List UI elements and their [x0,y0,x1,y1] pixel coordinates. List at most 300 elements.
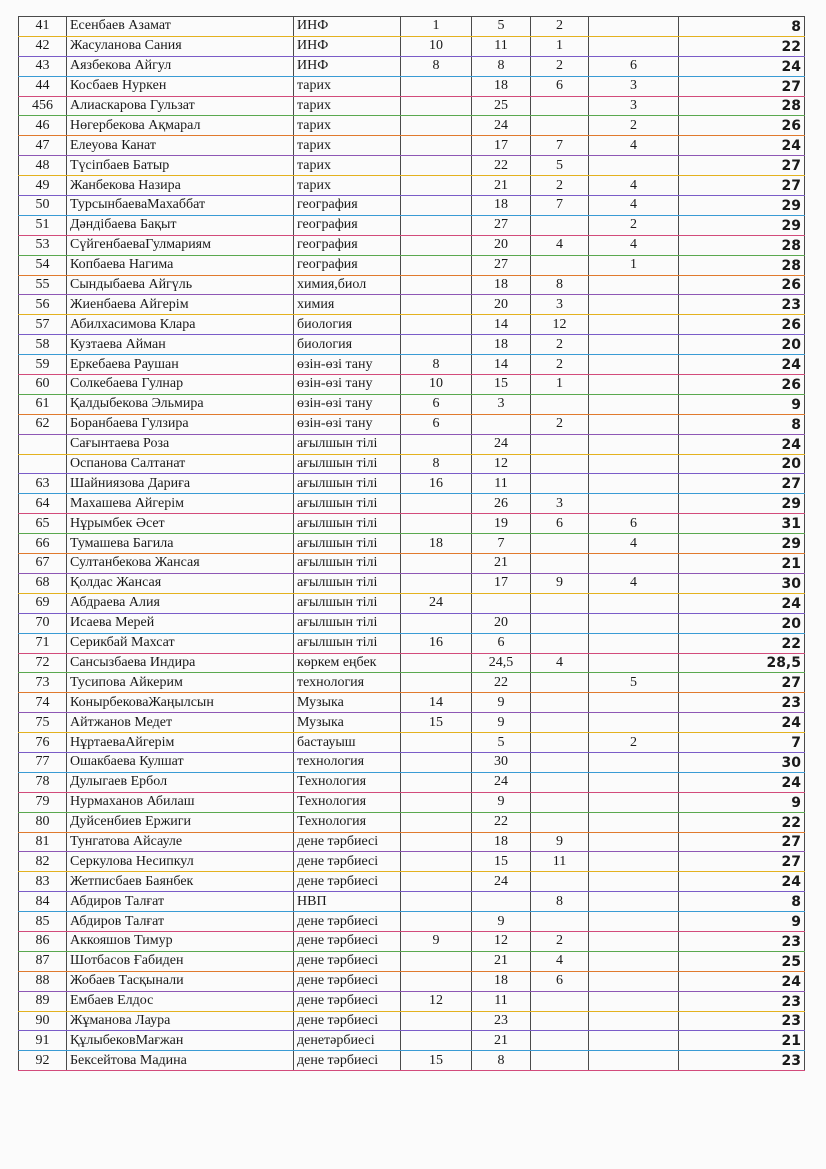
hours-col-3-cell [531,613,589,633]
total-hours-cell: 22 [679,812,805,832]
hours-col-2-cell: 6 [472,633,531,653]
hours-col-1-cell [401,812,472,832]
subject-cell: дене тәрбиесі [294,951,401,971]
table-row [19,733,805,753]
hours-col-2-cell: 23 [472,1011,531,1031]
hours-col-4-cell: 2 [589,116,679,136]
hours-col-2-cell [472,414,531,434]
row-number-cell: 44 [19,76,67,96]
teacher-name-cell: Елеуова Канат [67,136,294,156]
hours-col-1-cell [401,136,472,156]
total-hours-cell: 29 [679,196,805,216]
total-hours-cell: 21 [679,554,805,574]
teacher-name-cell: Жобаев Тасқынали [67,971,294,991]
row-number-cell: 63 [19,474,67,494]
hours-col-2-cell: 15 [472,375,531,395]
table-row [19,912,805,932]
total-hours-cell: 28,5 [679,653,805,673]
total-hours-cell: 8 [679,414,805,434]
row-number-cell: 76 [19,733,67,753]
hours-col-3-cell: 1 [531,375,589,395]
row-number-cell: 87 [19,951,67,971]
teacher-name-cell: Боранбаева Гулзира [67,414,294,434]
hours-col-2-cell: 11 [472,36,531,56]
total-hours-cell: 24 [679,772,805,792]
hours-col-2-cell: 17 [472,136,531,156]
row-number-cell: 71 [19,633,67,653]
subject-cell: технология [294,673,401,693]
hours-col-4-cell [589,394,679,414]
row-number-cell: 82 [19,852,67,872]
hours-col-3-cell [531,812,589,832]
table-row [19,892,805,912]
table-row [19,832,805,852]
table-row [19,494,805,514]
hours-col-4-cell: 6 [589,514,679,534]
hours-col-1-cell [401,494,472,514]
hours-col-1-cell [401,673,472,693]
hours-col-4-cell [589,772,679,792]
row-number-cell: 66 [19,534,67,554]
hours-col-4-cell [589,335,679,355]
hours-col-2-cell: 21 [472,951,531,971]
total-hours-cell: 30 [679,573,805,593]
teacher-name-cell: ҚұлыбековМағжан [67,1031,294,1051]
table-row [19,375,805,395]
hours-col-1-cell [401,235,472,255]
total-hours-cell: 27 [679,474,805,494]
total-hours-cell: 9 [679,394,805,414]
total-hours-cell: 30 [679,752,805,772]
subject-cell: химия [294,295,401,315]
hours-col-1-cell [401,752,472,772]
total-hours-cell: 26 [679,375,805,395]
subject-cell: тарих [294,96,401,116]
hours-col-2-cell: 11 [472,991,531,1011]
hours-col-4-cell [589,494,679,514]
hours-col-4-cell [589,852,679,872]
hours-col-4-cell [589,375,679,395]
teacher-name-cell: Ошакбаева Кулшат [67,752,294,772]
subject-cell: тарих [294,136,401,156]
hours-col-3-cell [531,1031,589,1051]
hours-col-3-cell [531,534,589,554]
hours-col-4-cell: 4 [589,534,679,554]
table-row [19,872,805,892]
hours-col-1-cell [401,335,472,355]
table-row [19,792,805,812]
table-row [19,176,805,196]
hours-col-3-cell: 9 [531,573,589,593]
hours-col-4-cell [589,713,679,733]
hours-col-4-cell [589,156,679,176]
hours-col-3-cell [531,1051,589,1071]
hours-col-1-cell [401,772,472,792]
hours-col-3-cell: 2 [531,414,589,434]
hours-col-1-cell [401,792,472,812]
hours-col-2-cell: 18 [472,275,531,295]
hours-col-2-cell: 15 [472,852,531,872]
hours-col-1-cell [401,96,472,116]
hours-col-1-cell: 14 [401,693,472,713]
teacher-name-cell: Аккояшов Тимур [67,931,294,951]
hours-col-4-cell [589,872,679,892]
hours-col-4-cell: 4 [589,235,679,255]
teacher-name-cell: Дуйсенбиев Ержиги [67,812,294,832]
teacher-name-cell: Сансызбаева Индира [67,653,294,673]
hours-col-3-cell: 12 [531,315,589,335]
teacher-name-cell: Султанбекова Жансая [67,554,294,574]
total-hours-cell: 27 [679,156,805,176]
hours-col-4-cell [589,275,679,295]
teacher-hours-table [18,16,805,1071]
row-number-cell: 57 [19,315,67,335]
subject-cell: дене тәрбиесі [294,872,401,892]
table-row [19,673,805,693]
hours-col-2-cell: 24 [472,772,531,792]
table-row [19,772,805,792]
hours-col-1-cell [401,971,472,991]
subject-cell: тарих [294,76,401,96]
hours-col-2-cell: 25 [472,96,531,116]
row-number-cell: 62 [19,414,67,434]
hours-col-1-cell [401,872,472,892]
table-row [19,17,805,37]
hours-col-1-cell [401,653,472,673]
hours-col-3-cell [531,96,589,116]
hours-col-3-cell: 7 [531,136,589,156]
hours-col-1-cell: 9 [401,931,472,951]
hours-col-3-cell [531,1011,589,1031]
hours-col-2-cell: 9 [472,713,531,733]
teacher-name-cell: Абдиров Талғат [67,912,294,932]
subject-cell: ағылшын тілі [294,613,401,633]
hours-col-3-cell: 8 [531,892,589,912]
teacher-name-cell: Дулыгаев Ербол [67,772,294,792]
hours-col-2-cell: 20 [472,295,531,315]
hours-col-4-cell [589,951,679,971]
teacher-name-cell: Ембаев Елдос [67,991,294,1011]
total-hours-cell: 7 [679,733,805,753]
teacher-name-cell: КонырбековаЖаңылсын [67,693,294,713]
table-row [19,136,805,156]
hours-col-2-cell: 24,5 [472,653,531,673]
subject-cell: НВП [294,892,401,912]
hours-col-1-cell [401,315,472,335]
hours-col-4-cell [589,593,679,613]
teacher-name-cell: Кузтаева Айман [67,335,294,355]
total-hours-cell: 28 [679,235,805,255]
hours-col-1-cell [401,951,472,971]
teacher-name-cell: Абдраева Алия [67,593,294,613]
teacher-name-cell: Абилхасимова Клара [67,315,294,335]
subject-cell: технология [294,752,401,772]
hours-col-1-cell: 6 [401,394,472,414]
subject-cell: ағылшын тілі [294,514,401,534]
total-hours-cell: 27 [679,832,805,852]
subject-cell: ИНФ [294,17,401,37]
table-row [19,56,805,76]
hours-col-3-cell: 2 [531,17,589,37]
table-row [19,812,805,832]
row-number-cell: 56 [19,295,67,315]
hours-col-1-cell [401,613,472,633]
subject-cell: дене тәрбиесі [294,971,401,991]
hours-col-4-cell: 1 [589,255,679,275]
hours-col-4-cell [589,653,679,673]
row-number-cell: 54 [19,255,67,275]
table-row [19,1051,805,1071]
subject-cell: дене тәрбиесі [294,832,401,852]
row-number-cell [19,454,67,474]
table-row [19,971,805,991]
teacher-name-cell: Махашева Айгерім [67,494,294,514]
hours-col-2-cell: 24 [472,116,531,136]
subject-cell: дене тәрбиесі [294,931,401,951]
teacher-name-cell: Есенбаев Азамат [67,17,294,37]
subject-cell: география [294,215,401,235]
hours-col-3-cell [531,991,589,1011]
hours-col-4-cell: 4 [589,136,679,156]
hours-col-3-cell: 3 [531,494,589,514]
subject-cell: ағылшын тілі [294,593,401,613]
hours-col-4-cell [589,912,679,932]
teacher-name-cell: Бексейтова Мадина [67,1051,294,1071]
total-hours-cell: 27 [679,673,805,693]
table-row [19,931,805,951]
hours-col-3-cell: 2 [531,355,589,375]
row-number-cell: 47 [19,136,67,156]
hours-col-2-cell: 22 [472,156,531,176]
hours-col-2-cell: 9 [472,792,531,812]
subject-cell: дене тәрбиесі [294,1011,401,1031]
row-number-cell: 61 [19,394,67,414]
row-number-cell: 68 [19,573,67,593]
total-hours-cell: 23 [679,693,805,713]
hours-col-2-cell: 20 [472,613,531,633]
hours-col-4-cell: 2 [589,733,679,753]
hours-col-1-cell [401,832,472,852]
hours-col-1-cell [401,852,472,872]
total-hours-cell: 24 [679,56,805,76]
subject-cell: өзін-өзі тану [294,414,401,434]
total-hours-cell: 23 [679,295,805,315]
teacher-name-cell: Дәндібаева Бақыт [67,215,294,235]
hours-col-4-cell [589,792,679,812]
hours-col-3-cell: 6 [531,971,589,991]
total-hours-cell: 29 [679,215,805,235]
hours-col-4-cell [589,832,679,852]
subject-cell: география [294,196,401,216]
hours-col-3-cell: 9 [531,832,589,852]
hours-col-1-cell [401,176,472,196]
row-number-cell: 64 [19,494,67,514]
row-number-cell: 58 [19,335,67,355]
hours-col-1-cell [401,1031,472,1051]
hours-col-2-cell: 7 [472,534,531,554]
hours-col-1-cell: 15 [401,1051,472,1071]
hours-col-2-cell: 14 [472,315,531,335]
hours-col-2-cell: 8 [472,56,531,76]
subject-cell: дене тәрбиесі [294,1051,401,1071]
teacher-name-cell: Аязбекова Айгул [67,56,294,76]
total-hours-cell: 23 [679,1051,805,1071]
total-hours-cell: 31 [679,514,805,534]
teacher-name-cell: Нұрымбек Әсет [67,514,294,534]
teacher-name-cell: Айтжанов Медет [67,713,294,733]
subject-cell: химия,биол [294,275,401,295]
hours-col-2-cell: 17 [472,573,531,593]
hours-col-2-cell: 26 [472,494,531,514]
subject-cell: ағылшын тілі [294,454,401,474]
hours-col-2-cell: 18 [472,832,531,852]
subject-cell: өзін-өзі тану [294,355,401,375]
hours-col-4-cell [589,971,679,991]
teacher-name-cell: СүйгенбаеваГулмариям [67,235,294,255]
hours-col-1-cell [401,156,472,176]
total-hours-cell: 24 [679,136,805,156]
hours-col-3-cell [531,474,589,494]
subject-cell: денетәрбиесі [294,1031,401,1051]
hours-col-3-cell [531,912,589,932]
row-number-cell: 42 [19,36,67,56]
hours-col-2-cell: 19 [472,514,531,534]
subject-cell: бастауыш [294,733,401,753]
row-number-cell: 50 [19,196,67,216]
hours-col-2-cell [472,892,531,912]
row-number-cell [19,434,67,454]
hours-col-4-cell [589,1011,679,1031]
table-row [19,454,805,474]
total-hours-cell: 9 [679,792,805,812]
hours-col-4-cell [589,812,679,832]
hours-col-2-cell: 18 [472,971,531,991]
subject-cell: биология [294,315,401,335]
hours-col-1-cell: 8 [401,56,472,76]
hours-col-1-cell: 8 [401,454,472,474]
teacher-name-cell: Қалдыбекова Эльмира [67,394,294,414]
row-number-cell: 73 [19,673,67,693]
table-row [19,235,805,255]
row-number-cell: 55 [19,275,67,295]
subject-cell: ИНФ [294,36,401,56]
subject-cell: ИНФ [294,56,401,76]
row-number-cell: 53 [19,235,67,255]
row-number-cell: 43 [19,56,67,76]
row-number-cell: 456 [19,96,67,116]
hours-col-3-cell: 2 [531,176,589,196]
table-row [19,116,805,136]
table-row [19,355,805,375]
table-row [19,36,805,56]
hours-col-2-cell: 24 [472,434,531,454]
hours-col-1-cell: 24 [401,593,472,613]
hours-col-3-cell: 8 [531,275,589,295]
subject-cell: тарих [294,156,401,176]
total-hours-cell: 22 [679,36,805,56]
teacher-name-cell: Тумашева Багила [67,534,294,554]
hours-col-4-cell: 3 [589,76,679,96]
row-number-cell: 88 [19,971,67,991]
hours-col-3-cell [531,593,589,613]
total-hours-cell: 26 [679,315,805,335]
hours-col-1-cell [401,255,472,275]
row-number-cell: 77 [19,752,67,772]
hours-col-2-cell: 14 [472,355,531,375]
hours-col-1-cell [401,116,472,136]
hours-col-1-cell [401,573,472,593]
teacher-name-cell: Сағынтаева Роза [67,434,294,454]
row-number-cell: 72 [19,653,67,673]
total-hours-cell: 29 [679,534,805,554]
hours-col-1-cell [401,196,472,216]
hours-col-4-cell [589,414,679,434]
hours-col-4-cell [589,474,679,494]
table-row [19,514,805,534]
hours-col-3-cell [531,872,589,892]
teacher-name-cell: Тусипова Айкерим [67,673,294,693]
hours-col-1-cell: 10 [401,36,472,56]
table-row [19,434,805,454]
hours-col-1-cell [401,434,472,454]
table-body [19,17,805,1071]
row-number-cell: 79 [19,792,67,812]
total-hours-cell: 20 [679,335,805,355]
hours-col-4-cell [589,613,679,633]
teacher-name-cell: Оспанова Салтанат [67,454,294,474]
hours-col-3-cell [531,116,589,136]
table-row [19,752,805,772]
subject-cell: биология [294,335,401,355]
hours-col-4-cell: 4 [589,176,679,196]
row-number-cell: 92 [19,1051,67,1071]
hours-col-1-cell [401,733,472,753]
teacher-name-cell: Нурмаханов Абилаш [67,792,294,812]
teacher-name-cell: Шайниязова Дариға [67,474,294,494]
hours-col-4-cell [589,434,679,454]
hours-col-4-cell: 2 [589,215,679,235]
table-row [19,96,805,116]
row-number-cell: 86 [19,931,67,951]
subject-cell: Музыка [294,693,401,713]
subject-cell: география [294,235,401,255]
table-row [19,1031,805,1051]
subject-cell: Музыка [294,713,401,733]
teacher-name-cell: Серикбай Махсат [67,633,294,653]
hours-col-2-cell: 5 [472,733,531,753]
hours-col-4-cell [589,355,679,375]
teacher-name-cell: Жанбекова Назира [67,176,294,196]
hours-col-4-cell: 6 [589,56,679,76]
row-number-cell: 84 [19,892,67,912]
hours-col-2-cell: 20 [472,235,531,255]
hours-col-1-cell: 1 [401,17,472,37]
total-hours-cell: 24 [679,971,805,991]
teacher-name-cell: Нөгербекова Ақмарал [67,116,294,136]
row-number-cell: 70 [19,613,67,633]
hours-col-1-cell: 15 [401,713,472,733]
table-row [19,156,805,176]
total-hours-cell: 24 [679,593,805,613]
hours-col-3-cell [531,255,589,275]
row-number-cell: 59 [19,355,67,375]
total-hours-cell: 20 [679,613,805,633]
total-hours-cell: 22 [679,633,805,653]
row-number-cell: 46 [19,116,67,136]
hours-col-2-cell: 9 [472,693,531,713]
row-number-cell: 89 [19,991,67,1011]
table-row [19,1011,805,1031]
